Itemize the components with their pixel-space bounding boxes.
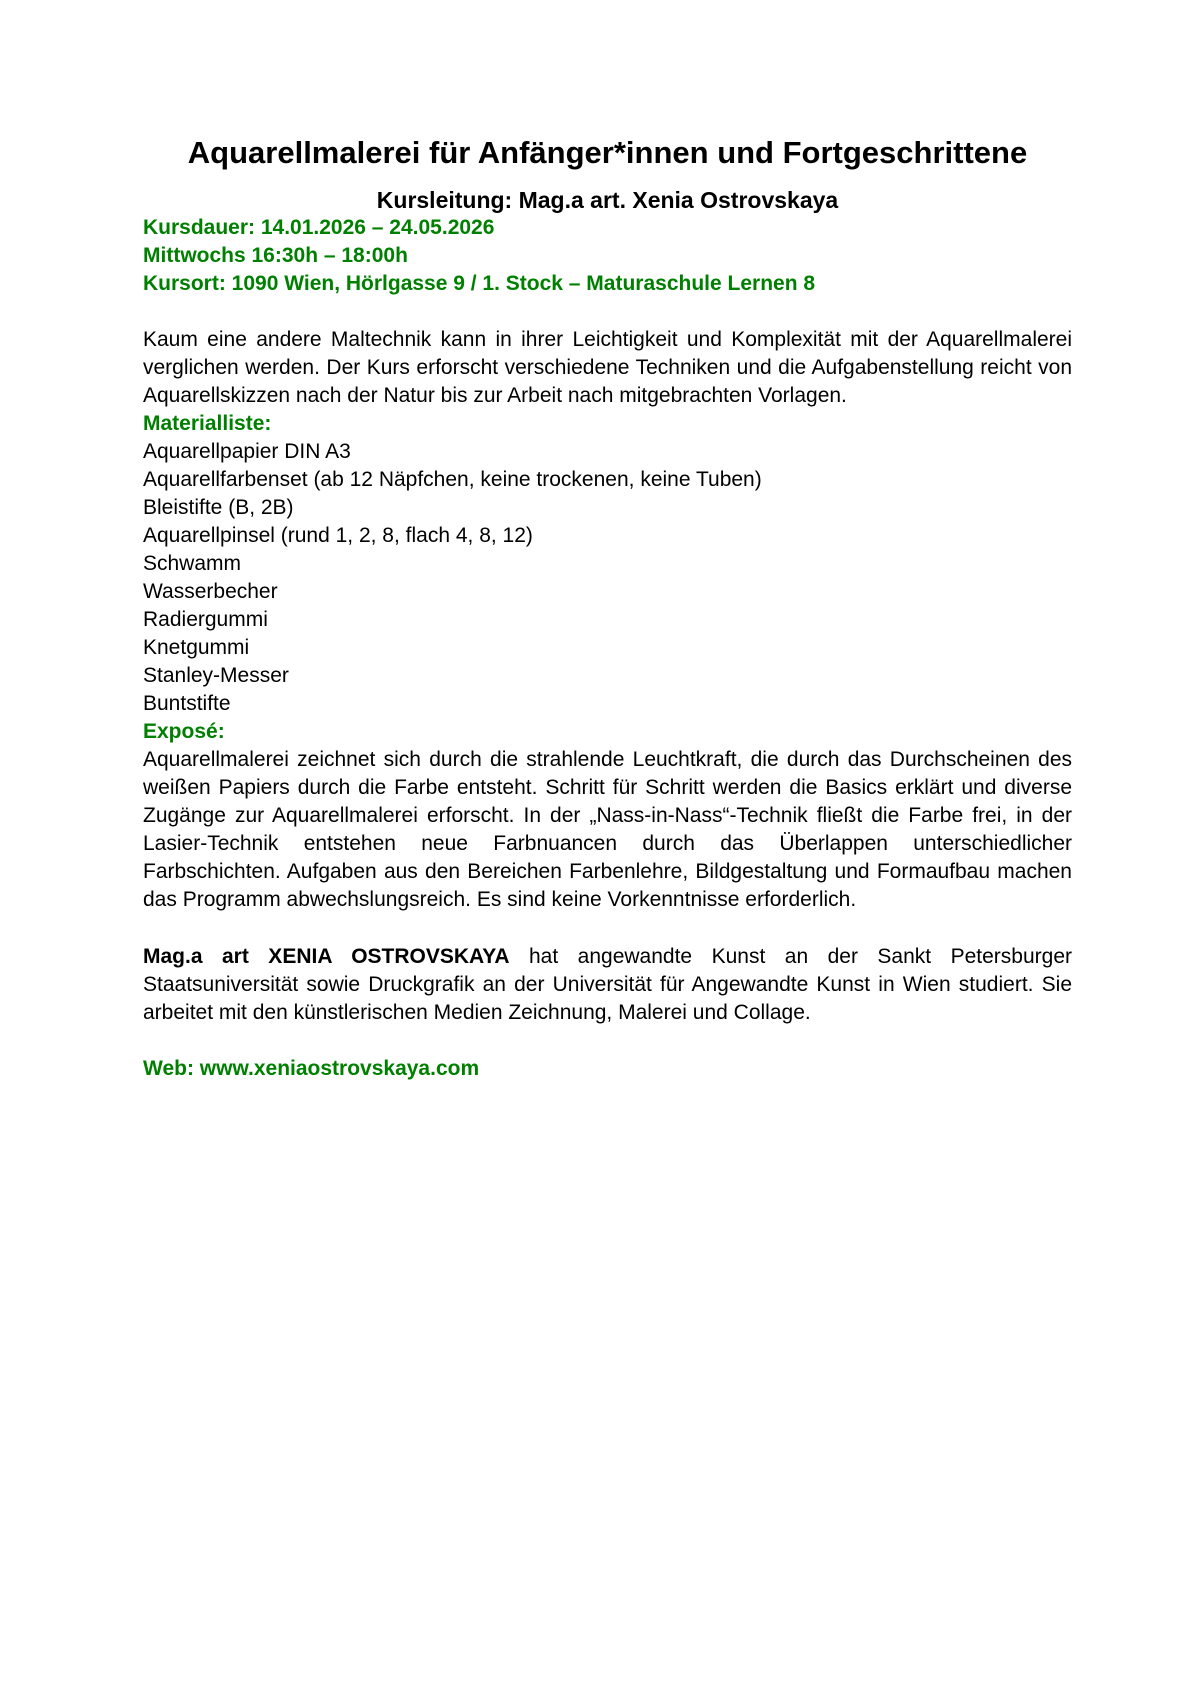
bio-name: Mag.a art XENIA OSTROVSKAYA (143, 945, 510, 968)
bio-text: hat angewandte Kunst an der Sankt Petersburger Staatsuniversität sowie Druckgrafik an der Universität für Angewandte Kunst in Wien studiert. Sie arbeitet mit den künstlerischen Medien Zeichnung, Malerei und Collage. (143, 945, 1072, 1024)
material-item: Stanley-Messer (143, 664, 289, 687)
web-line (143, 1055, 1072, 1083)
material-item: Aquarellpinsel (rund 1, 2, 8, flach 4, 8, 12) (143, 524, 533, 547)
page-title: Aquarellmalerei für Anfänger*innen und Fortgeschrittene (187, 135, 1028, 170)
material-item: Knetgummi (143, 636, 250, 659)
material-item: Buntstifte (143, 692, 231, 715)
web-label: Web: (143, 1057, 200, 1080)
web-url: www.xeniaostrovskaya.com (199, 1057, 480, 1080)
materials-heading: Materialliste: (143, 412, 272, 435)
intro-paragraph: Kaum eine andere Maltechnik kann in ihrer Leichtigkeit und Komplexität mit der Aquarellmalerei verglichen werden. Der Kurs erforscht verschiedene Techniken und die Aufgabenstellung reicht von Aquarellskizzen nach der Natur bis zur Arbeit nach mitgebrachten Vorlagen. (143, 328, 1072, 407)
course-info (143, 214, 1072, 298)
material-item: Aquarellfarbenset (ab 12 Näpfchen, keine trockenen, keine Tuben) (143, 468, 762, 491)
course-time-line: Mittwochs 16:30h – 18:00h (143, 244, 408, 267)
material-item: Wasserbecher (143, 580, 278, 603)
page-subtitle: Kursleitung: Mag.a art. Xenia Ostrovskaya (376, 187, 839, 213)
bio-paragraph (143, 943, 1072, 1027)
course-duration-line: Kursdauer: 14.01.2026 – 24.05.2026 (143, 216, 495, 239)
expose-heading: Exposé: (143, 720, 225, 743)
material-item: Radiergummi (143, 608, 268, 631)
material-item: Schwamm (143, 552, 242, 575)
course-location-line: Kursort: 1090 Wien, Hörlgasse 9 / 1. Stock – Maturaschule Lernen 8 (143, 272, 816, 295)
expose-section (143, 718, 1072, 914)
material-item: Aquarellpapier DIN A3 (143, 440, 351, 463)
material-item: Bleistifte (B, 2B) (143, 496, 294, 519)
materials-section (143, 410, 1072, 718)
expose-paragraph: Aquarellmalerei zeichnet sich durch die strahlende Leuchtkraft, die durch das Durchscheinen des weißen Papiers durch die Farbe entsteht. Schritt für Schritt werden die Basics erklärt und diverse Zugänge zur Aquarellmalerei erforscht. In der „Nass-in-Nass“-Technik fließt die Farbe frei, in der Lasier-Technik entstehen neue Farbnuancen durch das Überlappen unterschiedlicher Farbschichten. Aufgaben aus den Bereichen Farbenlehre, Bildgestaltung und Formaufbau machen das Programm abwechslungsreich. Es sind keine Vorkenntnisse erforderlich. (143, 748, 1072, 911)
materials-list (143, 438, 1072, 718)
